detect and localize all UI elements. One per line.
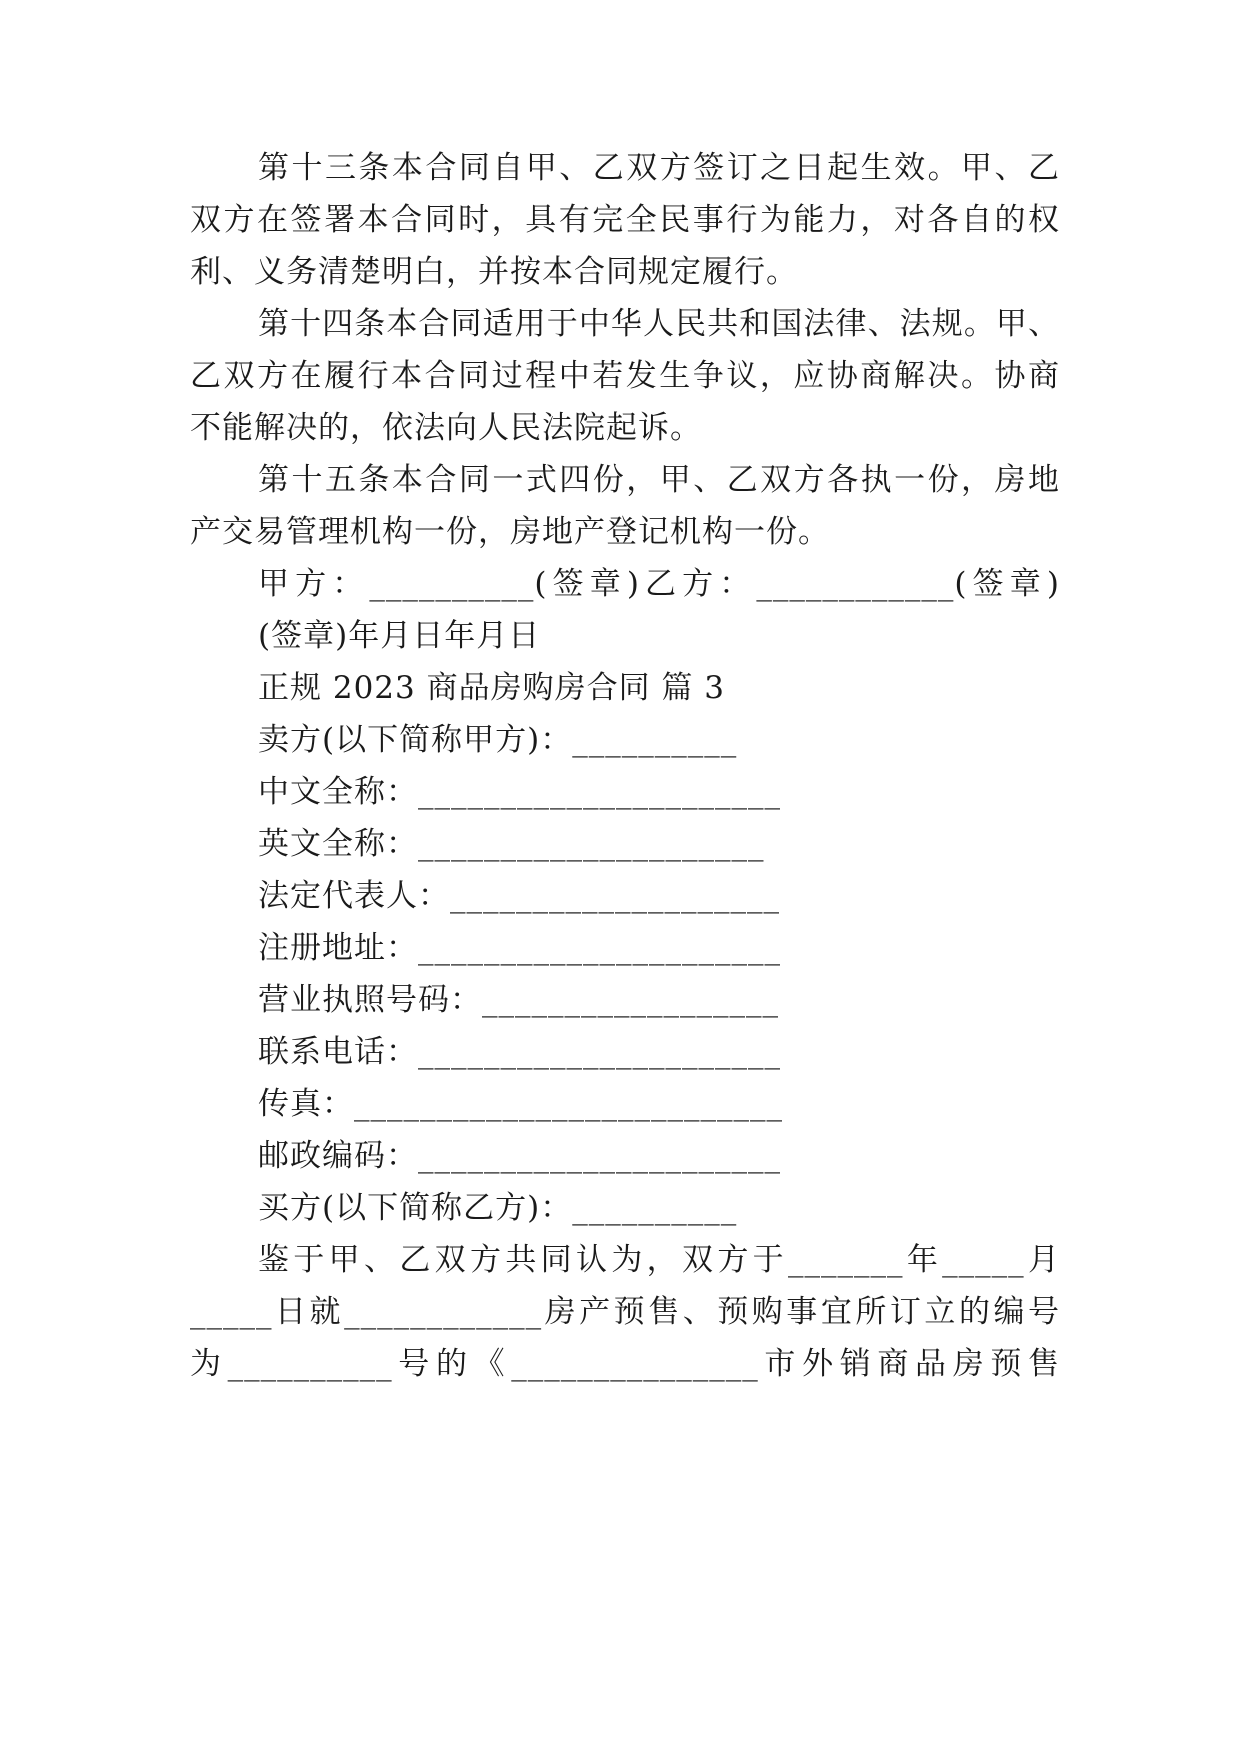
form-field-english-name: 英文全称：_____________________: [258, 826, 765, 862]
form-field-fax: 传真：__________________________: [258, 1086, 783, 1122]
form-field-registered-address: 注册地址：______________________: [258, 930, 781, 966]
paragraph-line: 第十四条本合同适用于中华人民共和国法律、法规。甲、: [258, 306, 1060, 342]
signature-line: 甲方：__________(签章)乙方：____________(签章): [258, 566, 1060, 602]
paragraph-line: 产交易管理机构一份，房地产登记机构一份。: [190, 514, 830, 550]
form-field-buyer: 买方(以下简称乙方)：__________: [258, 1190, 738, 1226]
paragraph-line: 不能解决的，依法向人民法院起诉。: [190, 410, 702, 446]
date-line: (签章)年月日年月日: [258, 618, 541, 654]
form-field-seller: 卖方(以下简称甲方)：__________: [258, 722, 738, 758]
section-title: 正规 2023 商品房购房合同 篇 3: [258, 670, 726, 706]
form-field-chinese-name: 中文全称：______________________: [258, 774, 781, 810]
paragraph-line: 为__________号的《_______________市外销商品房预售: [190, 1346, 1060, 1382]
form-field-phone: 联系电话：______________________: [258, 1034, 781, 1070]
paragraph-line: 双方在签署本合同时，具有完全民事行为能力，对各自的权: [190, 202, 1060, 238]
paragraph-line: _____日就____________房产预售、预购事宜所订立的编号: [190, 1294, 1060, 1330]
paragraph-line: 乙双方在履行本合同过程中若发生争议，应协商解决。协商: [190, 358, 1060, 394]
paragraph-line: 第十三条本合同自甲、乙双方签订之日起生效。甲、乙: [258, 150, 1060, 186]
paragraph-line: 鉴于甲、乙双方共同认为，双方于_______年_____月: [258, 1242, 1060, 1278]
paragraph-line: 利、义务清楚明白，并按本合同规定履行。: [190, 254, 798, 290]
form-field-legal-representative: 法定代表人：____________________: [258, 878, 780, 914]
form-field-postal-code: 邮政编码：______________________: [258, 1138, 781, 1174]
form-field-business-license: 营业执照号码：__________________: [258, 982, 779, 1018]
paragraph-line: 第十五条本合同一式四份，甲、乙双方各执一份，房地: [258, 462, 1060, 498]
